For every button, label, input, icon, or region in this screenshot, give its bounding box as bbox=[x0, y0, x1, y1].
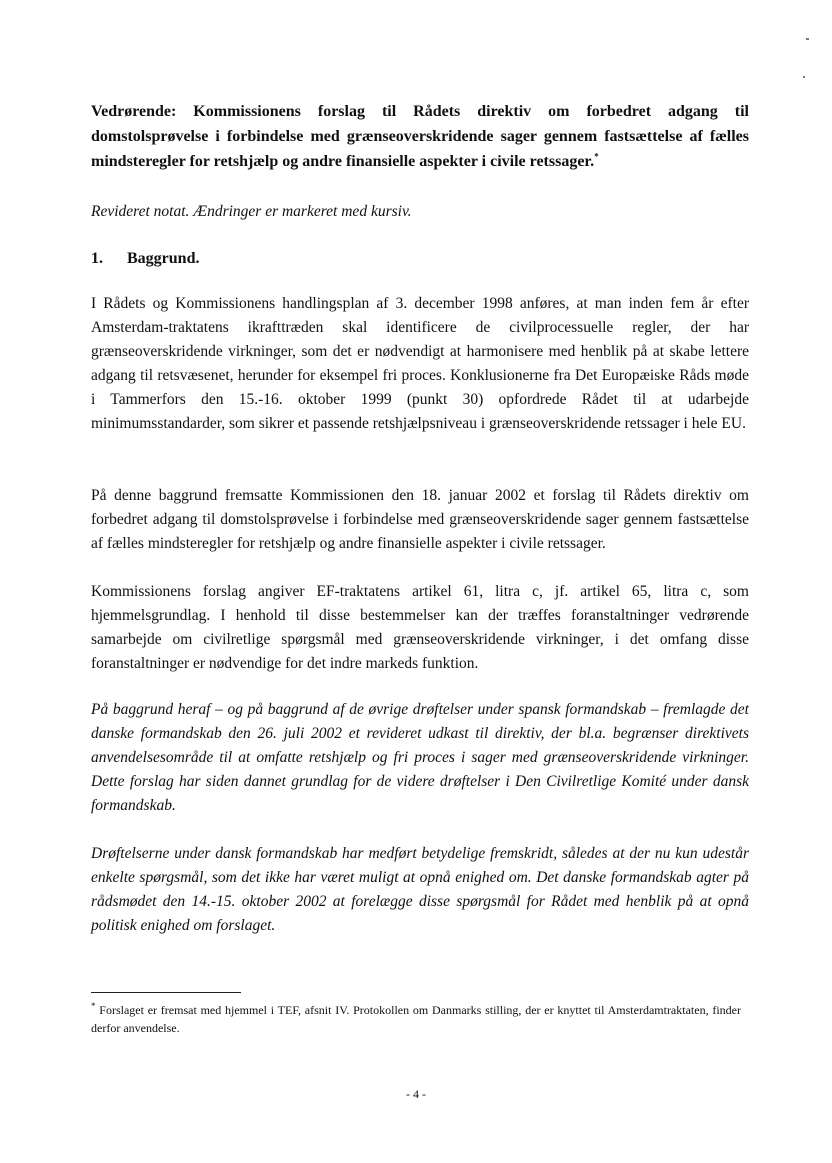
section-title: Baggrund. bbox=[127, 250, 200, 267]
paragraph: På denne baggrund fremsatte Kommissionen den 18. januar 2002 et forslag til Rådets direktiv om forbedret adgang til domstolsprøvelse i forbindelse med grænseoverskridende sager gennem fastsættelse af fælles mindsteregler for retshjælp og andre finansielle aspekter i civile retssager. bbox=[91, 487, 749, 552]
section-number: 1. bbox=[91, 250, 103, 267]
paragraph-revised: På baggrund heraf – og på baggrund af de øvrige drøftelser under spansk formandskab – fremlagde det danske formandskab den 26. juli 2002 et revideret udkast til direktiv, der bl.a. begrænser direktivets anvendelsesområde til at omfatte retshjælp og fri proces i sager med grænseoverskridende virkninger. Dette forslag har siden dannet grundlag for de videre drøftelser i Den Civilretlige Komité under dansk formandskab. bbox=[91, 701, 749, 814]
scan-speck bbox=[806, 38, 809, 40]
section-heading bbox=[91, 247, 199, 271]
scan-speck bbox=[803, 76, 805, 78]
paragraph: I Rådets og Kommissionens handlingsplan af 3. december 1998 anføres, at man inden fem år efter Amsterdam-traktatens ikrafttræden skal identificere de civilprocessuelle regler, der har grænseoverskridende virkninger, som det er nødvendigt at harmonisere med henblik på at skabe lettere adgang til retsvæsenet, herunder for eksempel fri proces. Konklusionerne fra Det Europæiske Råds møde i Tammerfors den 15.-16. oktober 1999 (punkt 30) opfordrede Rådet til at udarbejde minimumsstandarder, som sikrer et passende retshjælpsniveau i grænseoverskridende retssager i hele EU. bbox=[91, 295, 749, 432]
page-number: - 4 - bbox=[406, 1087, 426, 1101]
heading-text: Vedrørende: Kommissionens forslag til Rådets direktiv om forbedret adgang til domstolsprøvelse i forbindelse med grænseoverskridende sager gennem fastsættelse af fælles mindsteregler for retshjælp og andre finansielle aspekter i civile retssager. bbox=[91, 103, 749, 170]
heading-footnote-mark: * bbox=[594, 151, 599, 162]
footnote bbox=[91, 1001, 741, 1037]
paragraph-revised: Drøftelserne under dansk formandskab har medført betydelige fremskridt, således at der nu kun udestår enkelte spørgsmål, som det ikke har været muligt at opnå enighed om. Det danske formandskab agter på rådsmødet den 14.-15. oktober 2002 at forelægge disse spørgsmål for Rådet med henblik på at opnå politisk enighed om forslaget. bbox=[91, 845, 749, 934]
revision-note: Revideret notat. Ændringer er markeret med kursiv. bbox=[91, 203, 412, 220]
footnote-text: Forslaget er fremsat med hjemmel i TEF, afsnit IV. Protokollen om Danmarks stilling, der er knyttet til Amsterdamtraktaten, finder derfor anvendelse. bbox=[91, 1003, 742, 1035]
footnote-divider bbox=[91, 992, 241, 993]
footnote-mark: * bbox=[91, 1001, 96, 1011]
document-heading bbox=[91, 99, 749, 174]
paragraph: Kommissionens forslag angiver EF-traktatens artikel 61, litra c, jf. artikel 65, litra c, som hjemmelsgrundlag. I henhold til disse bestemmelser kan der træffes foranstaltninger vedrørende samarbejde om civilretlige spørgsmål med grænseoverskridende virkninger, i det omfang disse foranstaltninger er nødvendige for det indre markeds funktion. bbox=[91, 583, 749, 672]
